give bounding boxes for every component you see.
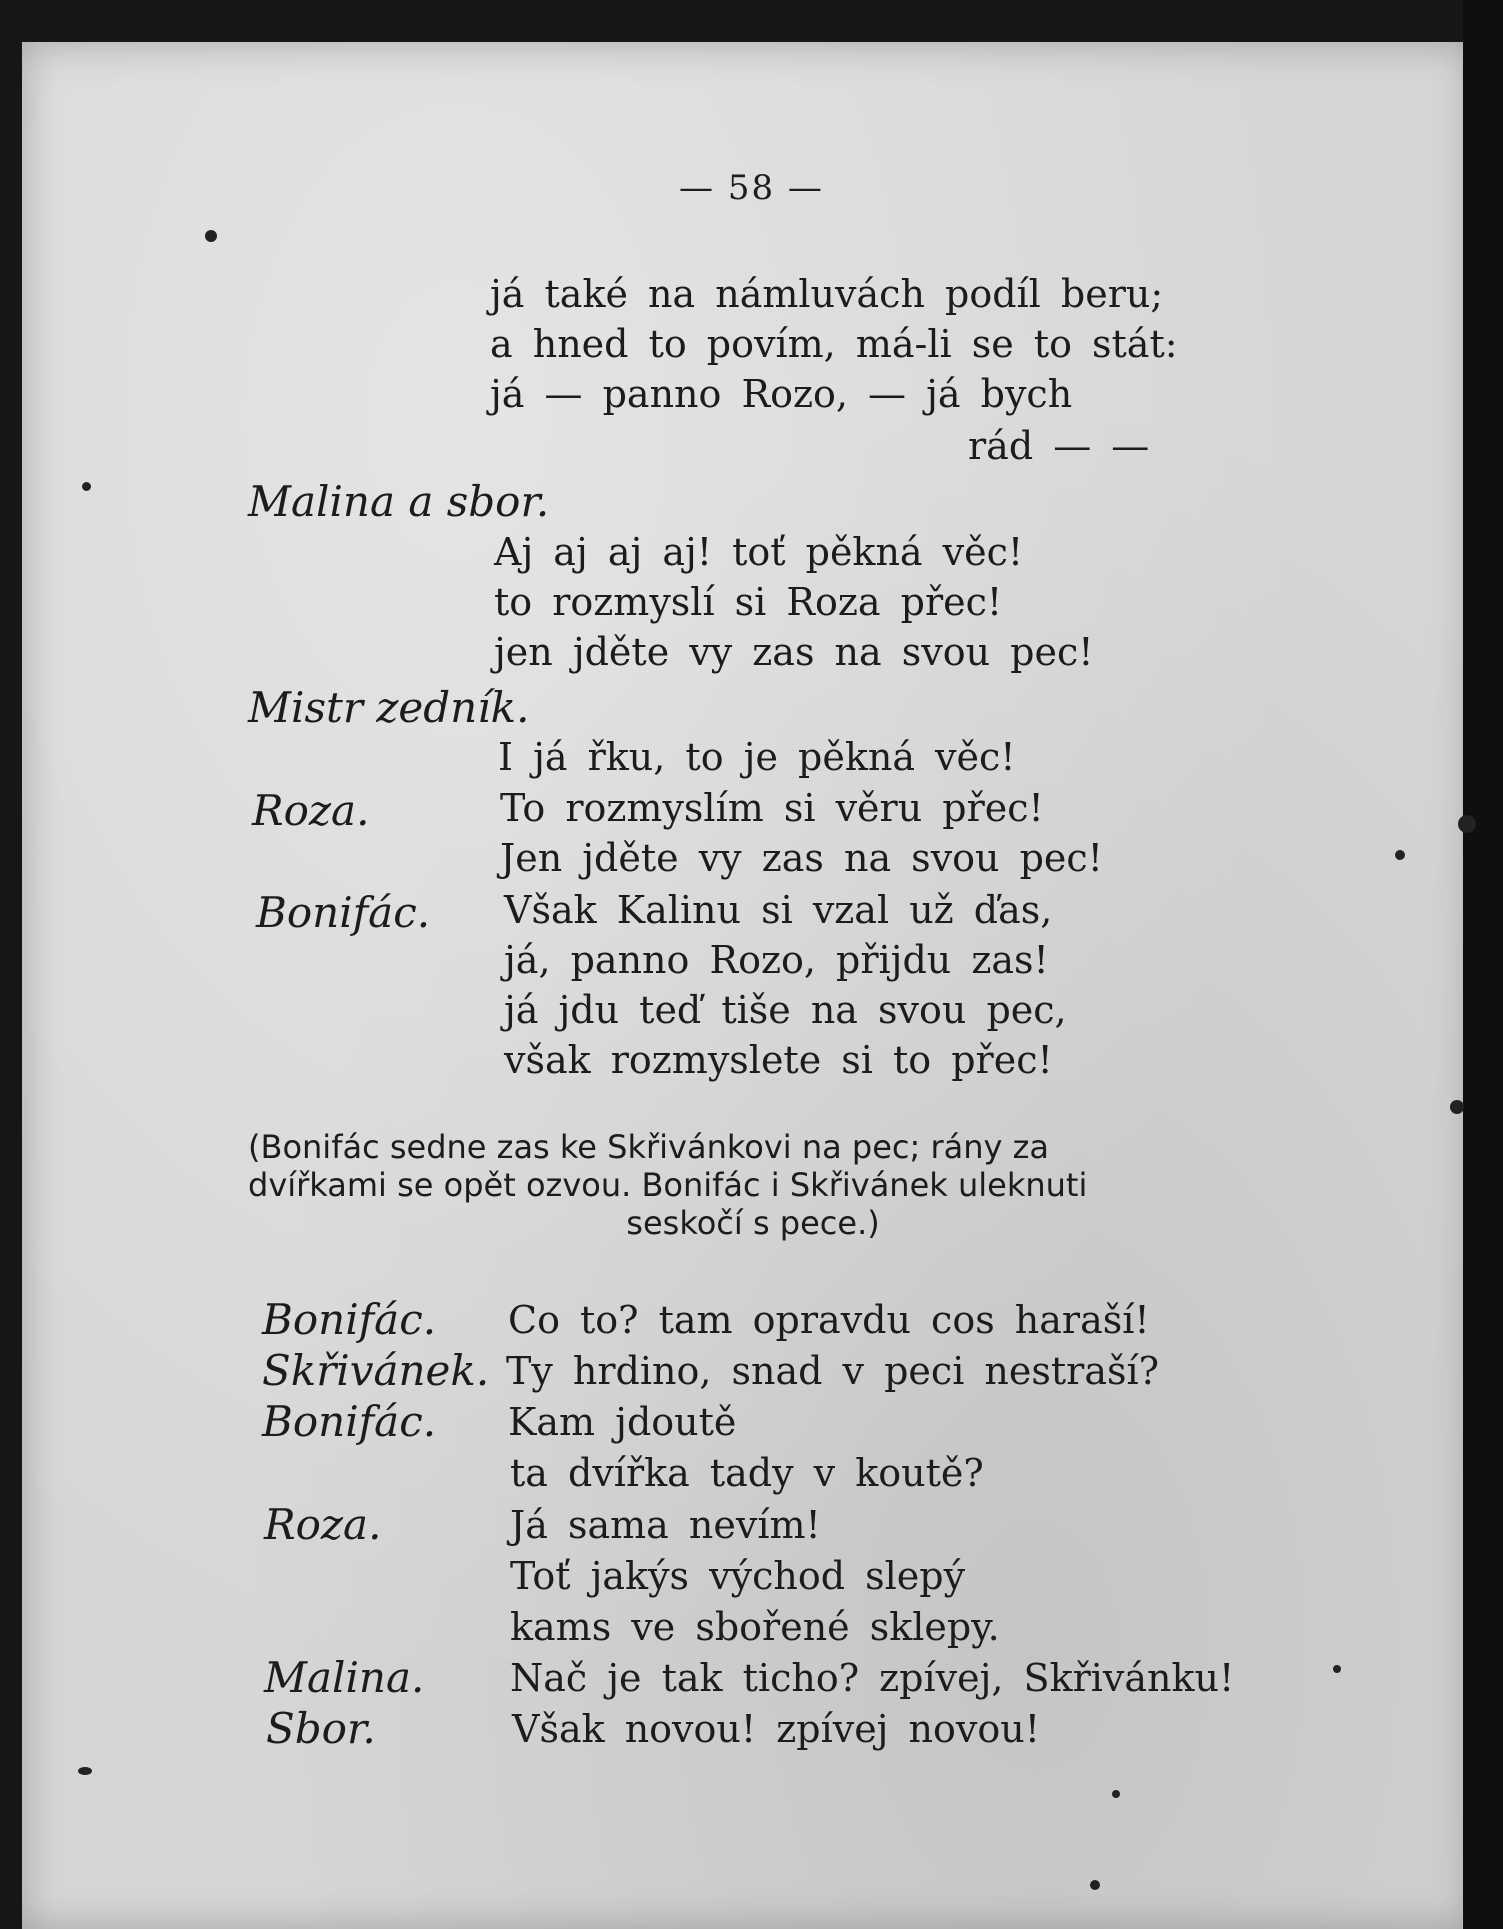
stage-line: seskočí s pece.)	[626, 1204, 880, 1242]
scan-speck	[1112, 1790, 1120, 1798]
scan-speck	[1458, 815, 1476, 833]
verse-line: jen jděte vy zas na svou pec!	[494, 630, 1094, 674]
verse-line: a hned to povím, má-li se to stát:	[490, 322, 1178, 366]
page-number: — 58 —	[679, 168, 824, 208]
scan-speck	[78, 1767, 92, 1775]
speaker-label: Bonifác.	[262, 1397, 437, 1446]
verse-line: to rozmyslí si Roza přec!	[494, 580, 1003, 624]
verse-line: já jdu teď tiše na svou pec,	[504, 988, 1067, 1032]
verse-line: Já sama nevím!	[510, 1503, 821, 1547]
verse-line: však rozmyslete si to přec!	[504, 1038, 1053, 1082]
speaker-label: Roza.	[252, 786, 370, 835]
stage-direction	[248, 1128, 1258, 1242]
verse-line: já — panno Rozo, — já bych	[490, 372, 1073, 416]
verse-line: To rozmyslím si věru přec!	[500, 786, 1044, 830]
scan-border	[1463, 0, 1503, 1929]
verse-line: Toť jakýs východ slepý	[510, 1554, 966, 1598]
stage-line: (Bonifác sedne zas ke Skřivánkovi na pec; rány za	[248, 1128, 1049, 1166]
verse-line: Nač je tak ticho? zpívej, Skřivánku!	[510, 1656, 1235, 1700]
verse-line: Jen jděte vy zas na svou pec!	[500, 836, 1103, 880]
speaker-label: Mistr zedník.	[248, 683, 530, 732]
verse-line: Ty hrdino, snad v peci nestraší?	[506, 1349, 1160, 1393]
verse-line: já, panno Rozo, přijdu zas!	[504, 938, 1049, 982]
speaker-label: Malina.	[264, 1653, 425, 1702]
verse-line: rád — —	[968, 424, 1150, 468]
verse-line: Však novou! zpívej novou!	[512, 1707, 1040, 1751]
speaker-label: Skřivánek.	[262, 1346, 490, 1395]
verse-line: kams ve sbořené sklepy.	[510, 1605, 1000, 1649]
scan-speck	[1395, 850, 1405, 860]
speaker-label: Roza.	[264, 1500, 382, 1549]
verse-line: Co to? tam opravdu cos haraší!	[508, 1298, 1150, 1342]
verse-line: I já řku, to je pěkná věc!	[498, 735, 1016, 779]
scan-speck	[205, 230, 217, 242]
verse-line: Kam jdoutě	[508, 1400, 737, 1444]
verse-line: Aj aj aj aj! toť pěkná věc!	[494, 530, 1024, 574]
scan-speck	[1090, 1880, 1100, 1890]
speaker-label: Bonifác.	[262, 1295, 437, 1344]
scan-speck	[1333, 1665, 1341, 1673]
verse-line: Však Kalinu si vzal už ďas,	[504, 888, 1053, 932]
verse-line: já také na námluvách podíl beru;	[490, 272, 1164, 316]
speaker-label: Bonifác.	[256, 888, 431, 937]
speaker-label: Malina a sbor.	[248, 477, 550, 526]
scan-speck	[82, 482, 91, 491]
scan-speck	[1450, 1100, 1464, 1114]
speaker-label: Sbor.	[266, 1704, 376, 1753]
verse-line: ta dvířka tady v koutě?	[510, 1451, 984, 1495]
stage-line: dvířkami se opět ozvou. Bonifác i Skřivánek uleknuti	[248, 1166, 1088, 1204]
